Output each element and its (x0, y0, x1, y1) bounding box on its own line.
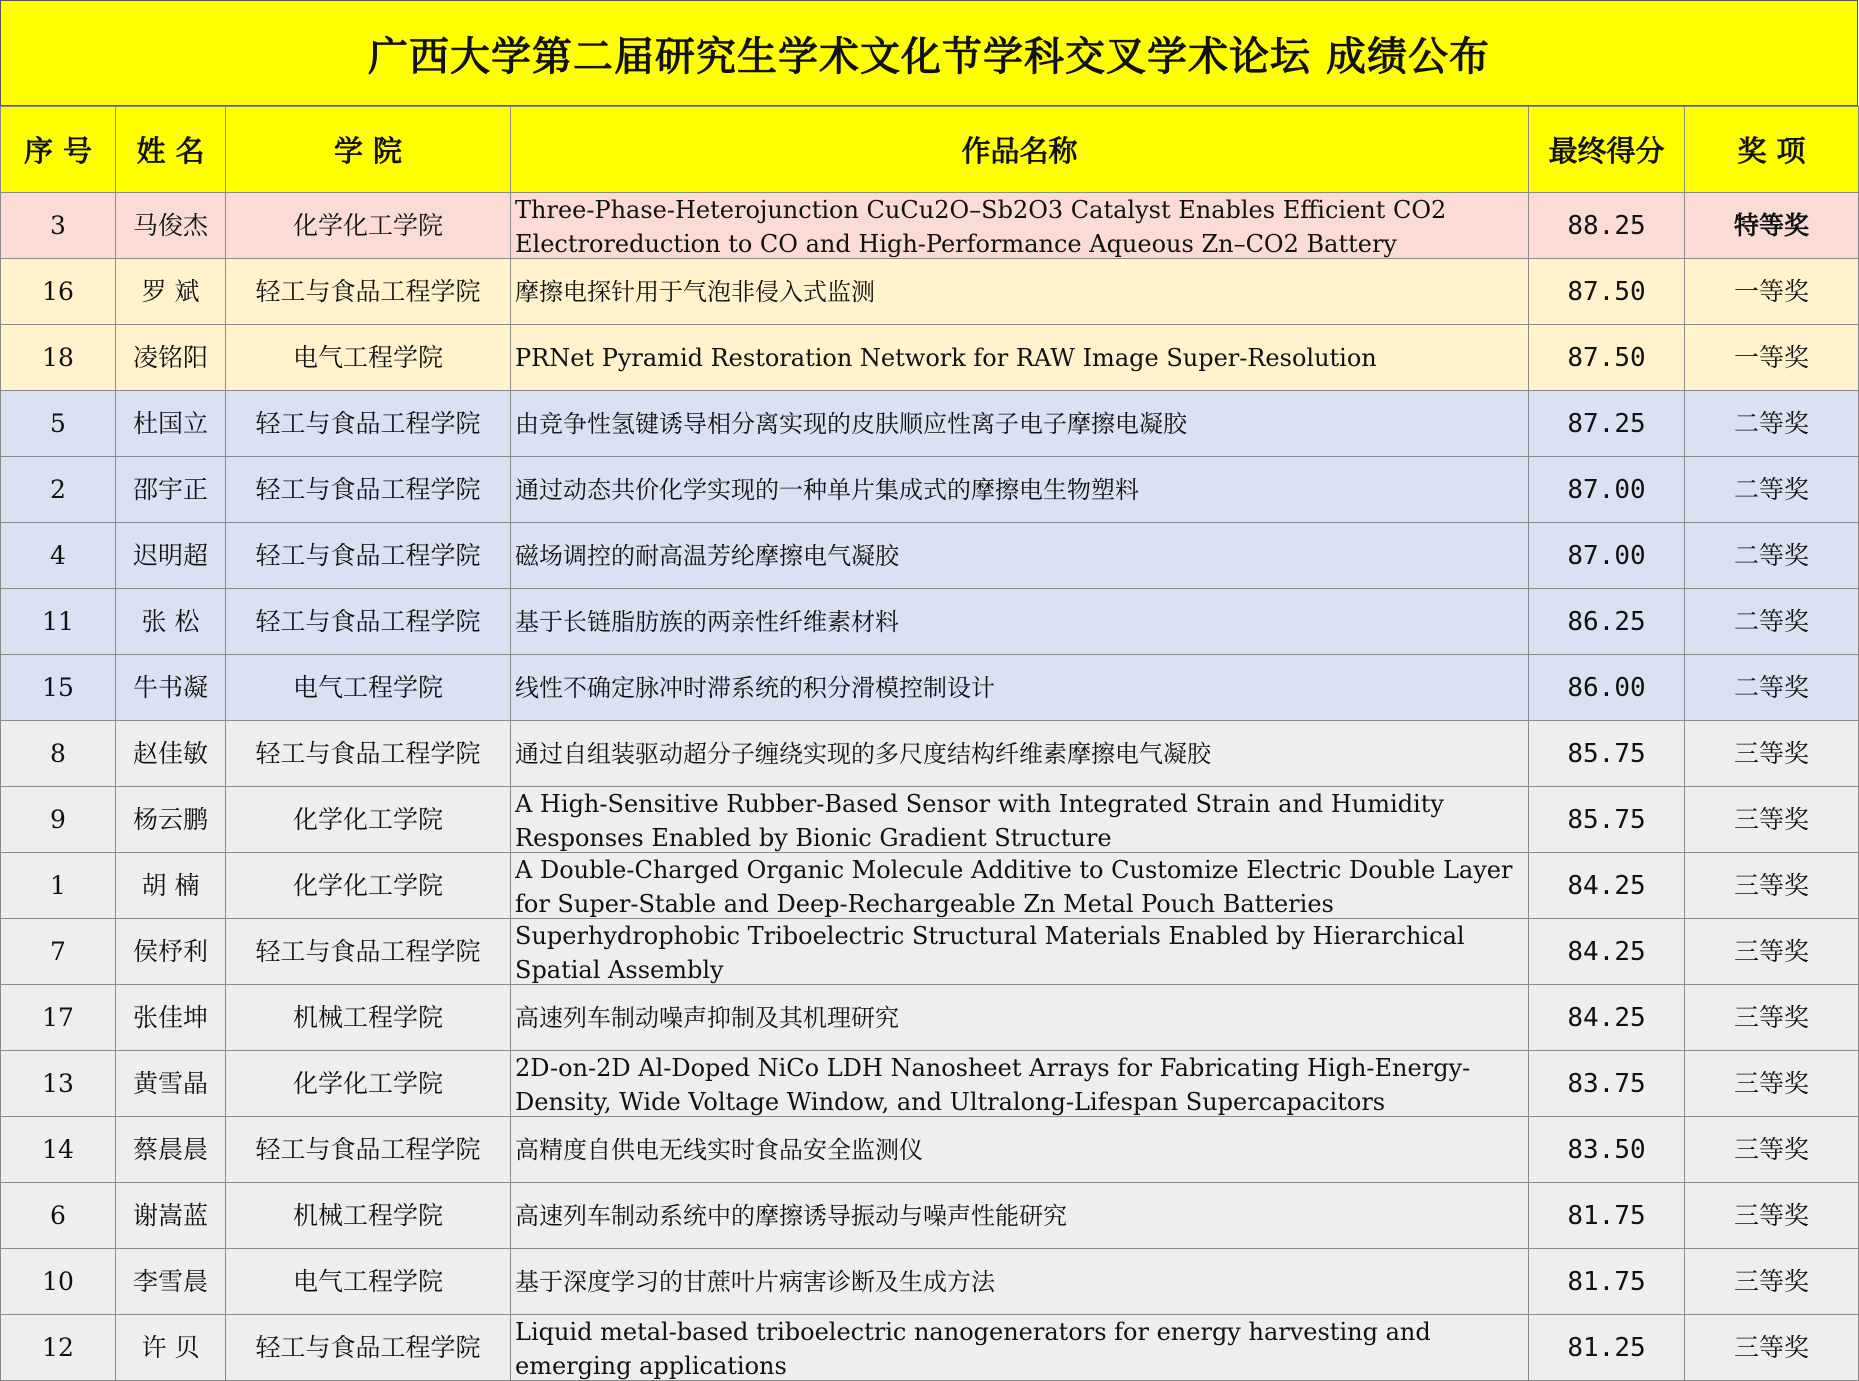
cell-work (511, 853, 1529, 919)
cell-score: 86.25 (1529, 589, 1685, 655)
cell-college: 轻工与食品工程学院 (226, 1315, 511, 1381)
table-row (1, 457, 1859, 523)
cell-award: 三等奖 (1685, 853, 1859, 919)
work-title: Superhydrophobic Triboelectric Structural Materials Enabled by Hierarchical Spatial Assembly (515, 922, 1465, 984)
table-row (1, 391, 1859, 457)
cell-score: 87.50 (1529, 325, 1685, 391)
cell-seq: 12 (1, 1315, 116, 1381)
table-row (1, 655, 1859, 721)
cell-seq: 3 (1, 193, 116, 259)
cell-work (511, 325, 1529, 391)
work-title: 高精度自供电无线实时食品安全监测仪 (515, 1135, 923, 1164)
cell-award: 一等奖 (1685, 259, 1859, 325)
cell-score: 85.75 (1529, 787, 1685, 853)
cell-name: 迟明超 (116, 523, 226, 589)
cell-award: 特等奖 (1685, 193, 1859, 259)
cell-score: 88.25 (1529, 193, 1685, 259)
cell-score: 86.00 (1529, 655, 1685, 721)
cell-college: 轻工与食品工程学院 (226, 589, 511, 655)
cell-college: 轻工与食品工程学院 (226, 1117, 511, 1183)
cell-award: 二等奖 (1685, 589, 1859, 655)
cell-college: 电气工程学院 (226, 655, 511, 721)
table-row (1, 721, 1859, 787)
cell-name: 张佳坤 (116, 985, 226, 1051)
cell-name: 凌铭阳 (116, 325, 226, 391)
cell-seq: 1 (1, 853, 116, 919)
cell-college: 电气工程学院 (226, 1249, 511, 1315)
work-title: 线性不确定脉冲时滞系统的积分滑模控制设计 (515, 673, 995, 702)
cell-award: 二等奖 (1685, 457, 1859, 523)
table-row (1, 193, 1859, 259)
work-title: 2D-on-2D Al-Doped NiCo LDH Nanosheet Arrays for Fabricating High-Energy-Density, Wide Voltage Window, and Ultralong-Lifespan Supercapacitors (515, 1054, 1471, 1116)
cell-score: 84.25 (1529, 985, 1685, 1051)
header-college: 学 院 (226, 107, 511, 193)
cell-seq: 15 (1, 655, 116, 721)
cell-work (511, 721, 1529, 787)
results-table (0, 106, 1859, 1381)
cell-seq: 18 (1, 325, 116, 391)
cell-college: 化学化工学院 (226, 193, 511, 259)
header-name: 姓 名 (116, 107, 226, 193)
cell-score: 87.25 (1529, 391, 1685, 457)
cell-work (511, 391, 1529, 457)
header-award: 奖 项 (1685, 107, 1859, 193)
cell-work (511, 1183, 1529, 1249)
cell-college: 化学化工学院 (226, 853, 511, 919)
cell-award: 三等奖 (1685, 1315, 1859, 1381)
cell-seq: 10 (1, 1249, 116, 1315)
cell-name: 李雪晨 (116, 1249, 226, 1315)
cell-award: 二等奖 (1685, 391, 1859, 457)
cell-work (511, 457, 1529, 523)
cell-score: 85.75 (1529, 721, 1685, 787)
table-row (1, 1051, 1859, 1117)
table-row (1, 1183, 1859, 1249)
header-work: 作品名称 (511, 107, 1529, 193)
cell-work (511, 589, 1529, 655)
cell-work (511, 919, 1529, 985)
cell-college: 机械工程学院 (226, 1183, 511, 1249)
cell-name: 罗 斌 (116, 259, 226, 325)
cell-seq: 4 (1, 523, 116, 589)
cell-award: 二等奖 (1685, 523, 1859, 589)
cell-name: 杨云鹏 (116, 787, 226, 853)
cell-seq: 2 (1, 457, 116, 523)
work-title: Three-Phase-Heterojunction CuCu2O–Sb2O3 Catalyst Enables Efficient CO2 Electroreduction to CO and High-Performance Aqueous Zn–CO2 Battery (515, 196, 1447, 258)
cell-seq: 13 (1, 1051, 116, 1117)
table-row (1, 523, 1859, 589)
cell-seq: 5 (1, 391, 116, 457)
cell-college: 电气工程学院 (226, 325, 511, 391)
cell-award: 三等奖 (1685, 1051, 1859, 1117)
table-body (1, 193, 1859, 1381)
cell-score: 84.25 (1529, 919, 1685, 985)
header-seq: 序 号 (1, 107, 116, 193)
cell-score: 83.75 (1529, 1051, 1685, 1117)
work-title: PRNet Pyramid Restoration Network for RAW Image Super-Resolution (515, 343, 1377, 372)
page-title: 广西大学第二届研究生学术文化节学科交叉学术论坛 成绩公布 (0, 0, 1858, 106)
cell-seq: 14 (1, 1117, 116, 1183)
cell-college: 机械工程学院 (226, 985, 511, 1051)
cell-award: 二等奖 (1685, 655, 1859, 721)
cell-work (511, 1249, 1529, 1315)
cell-score: 81.25 (1529, 1315, 1685, 1381)
cell-name: 蔡晨晨 (116, 1117, 226, 1183)
cell-college: 轻工与食品工程学院 (226, 457, 511, 523)
header-row (1, 107, 1859, 193)
header-score: 最终得分 (1529, 107, 1685, 193)
cell-name: 胡 楠 (116, 853, 226, 919)
table-row (1, 919, 1859, 985)
cell-name: 黄雪晶 (116, 1051, 226, 1117)
table-row (1, 259, 1859, 325)
cell-seq: 9 (1, 787, 116, 853)
cell-score: 87.50 (1529, 259, 1685, 325)
cell-name: 许 贝 (116, 1315, 226, 1381)
work-title: 高速列车制动噪声抑制及其机理研究 (515, 1003, 899, 1032)
cell-award: 三等奖 (1685, 1183, 1859, 1249)
cell-seq: 6 (1, 1183, 116, 1249)
cell-work (511, 985, 1529, 1051)
cell-award: 一等奖 (1685, 325, 1859, 391)
table-row (1, 1315, 1859, 1381)
cell-college: 轻工与食品工程学院 (226, 523, 511, 589)
table-row (1, 985, 1859, 1051)
cell-score: 87.00 (1529, 457, 1685, 523)
cell-college: 轻工与食品工程学院 (226, 919, 511, 985)
cell-score: 84.25 (1529, 853, 1685, 919)
cell-work (511, 655, 1529, 721)
cell-award: 三等奖 (1685, 1117, 1859, 1183)
cell-college: 轻工与食品工程学院 (226, 391, 511, 457)
cell-seq: 8 (1, 721, 116, 787)
cell-name: 牛书凝 (116, 655, 226, 721)
table-row (1, 853, 1859, 919)
work-title: 通过自组装驱动超分子缠绕实现的多尺度结构纤维素摩擦电气凝胶 (515, 739, 1211, 768)
cell-name: 马俊杰 (116, 193, 226, 259)
cell-seq: 17 (1, 985, 116, 1051)
cell-score: 87.00 (1529, 523, 1685, 589)
cell-name: 杜国立 (116, 391, 226, 457)
table-row (1, 589, 1859, 655)
cell-score: 83.50 (1529, 1117, 1685, 1183)
cell-college: 轻工与食品工程学院 (226, 721, 511, 787)
cell-seq: 7 (1, 919, 116, 985)
cell-college: 轻工与食品工程学院 (226, 259, 511, 325)
cell-work (511, 1117, 1529, 1183)
cell-name: 谢嵩蓝 (116, 1183, 226, 1249)
work-title: A Double-Charged Organic Molecule Additive to Customize Electric Double Layer for Super-Stable and Deep-Rechargeable Zn Metal Pouch Batteries (515, 856, 1513, 918)
table-row (1, 1249, 1859, 1315)
cell-name: 侯杼利 (116, 919, 226, 985)
work-title: Liquid metal-based triboelectric nanogenerators for energy harvesting and emerging applications (515, 1318, 1431, 1380)
cell-seq: 16 (1, 259, 116, 325)
table-row (1, 1117, 1859, 1183)
cell-seq: 11 (1, 589, 116, 655)
cell-score: 81.75 (1529, 1183, 1685, 1249)
work-title: 高速列车制动系统中的摩擦诱导振动与噪声性能研究 (515, 1201, 1067, 1230)
cell-work (511, 193, 1529, 259)
cell-award: 三等奖 (1685, 787, 1859, 853)
cell-name: 邵宇正 (116, 457, 226, 523)
cell-college: 化学化工学院 (226, 1051, 511, 1117)
cell-name: 赵佳敏 (116, 721, 226, 787)
cell-work (511, 259, 1529, 325)
work-title: 通过动态共价化学实现的一种单片集成式的摩擦电生物塑料 (515, 475, 1139, 504)
cell-award: 三等奖 (1685, 985, 1859, 1051)
cell-award: 三等奖 (1685, 721, 1859, 787)
cell-award: 三等奖 (1685, 919, 1859, 985)
work-title: 由竞争性氢键诱导相分离实现的皮肤顺应性离子电子摩擦电凝胶 (515, 409, 1187, 438)
cell-work (511, 787, 1529, 853)
work-title: 基于深度学习的甘蔗叶片病害诊断及生成方法 (515, 1267, 995, 1296)
table-row (1, 787, 1859, 853)
cell-work (511, 523, 1529, 589)
cell-work (511, 1051, 1529, 1117)
cell-college: 化学化工学院 (226, 787, 511, 853)
cell-name: 张 松 (116, 589, 226, 655)
work-title: A High-Sensitive Rubber-Based Sensor with Integrated Strain and Humidity Responses Enabled by Bionic Gradient Structure (515, 790, 1444, 852)
work-title: 摩擦电探针用于气泡非侵入式监测 (515, 277, 875, 306)
table-row (1, 325, 1859, 391)
cell-award: 三等奖 (1685, 1249, 1859, 1315)
work-title: 基于长链脂肪族的两亲性纤维素材料 (515, 607, 899, 636)
work-title: 磁场调控的耐高温芳纶摩擦电气凝胶 (515, 541, 899, 570)
cell-score: 81.75 (1529, 1249, 1685, 1315)
cell-work (511, 1315, 1529, 1381)
